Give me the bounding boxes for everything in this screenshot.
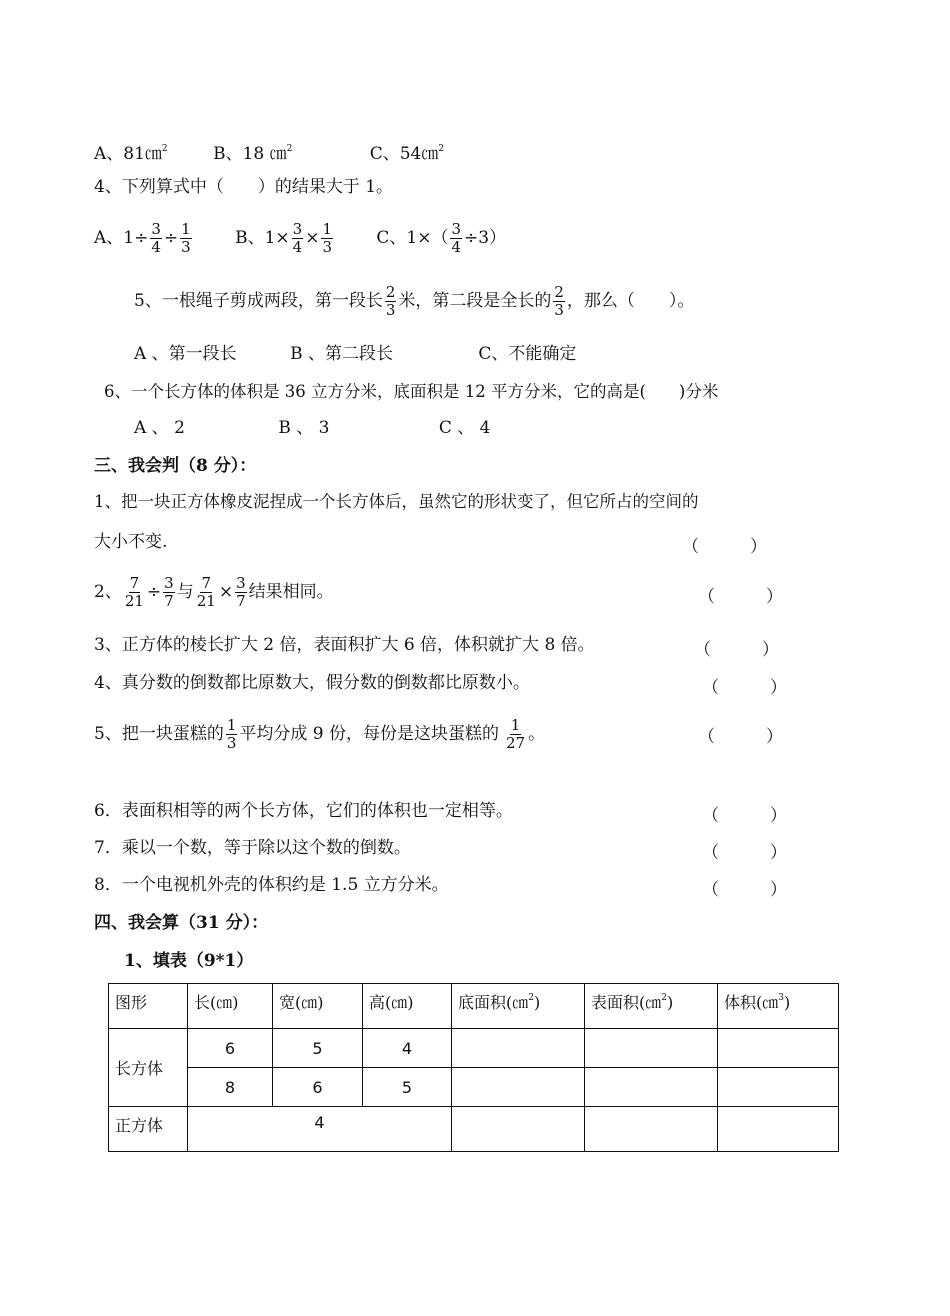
- fraction: $\frac{3}{4}$: [451, 220, 462, 256]
- header-surface-area: 表面积(㎝$^2$): [585, 984, 718, 1029]
- cell-surface-area-answer[interactable]: [585, 1029, 718, 1068]
- fraction: $\frac{1}{3}$: [322, 220, 332, 256]
- judge-3: 3、正方体的棱长扩大 2 倍，表面积扩大 6 倍，体积就扩大 8 倍。: [94, 635, 595, 655]
- judge-8: 8．一个电视机外壳的体积约是 1.5 立方分米。: [94, 875, 449, 895]
- q5-option-a: A 、第一段长: [134, 344, 237, 364]
- header-width: 宽(㎝): [273, 984, 363, 1029]
- q4-option-c: C、1×（ $\frac{3}{4}$ ÷3）: [376, 220, 507, 256]
- fraction: $\frac{2}{3}$: [385, 283, 396, 319]
- q4-options: [94, 218, 506, 258]
- fraction: $\frac{3}{4}$: [151, 220, 161, 256]
- fraction: $\frac{3}{7}$: [164, 574, 174, 610]
- cell-volume-answer[interactable]: [718, 1068, 839, 1107]
- section4-sub1: 1、填表（9*1）: [124, 951, 254, 971]
- fraction: $\frac{3}{4}$: [292, 220, 303, 256]
- judge-1-line2: 大小不变.: [94, 532, 168, 552]
- q4-stem: 4、下列算式中（ ）的结果大于 1。: [94, 177, 394, 197]
- table-row: [109, 1068, 839, 1107]
- q6-options: [134, 418, 490, 438]
- q5-option-c: C、不能确定: [478, 344, 577, 364]
- q4-option-b: B、1× $\frac{3}{4}$ × $\frac{1}{3}$: [235, 220, 332, 256]
- q3-option-c: C、54㎝$^2$: [369, 144, 445, 164]
- cell-base-area-answer[interactable]: [452, 1029, 585, 1068]
- fraction: $\frac{3}{7}$: [236, 574, 246, 610]
- table-row: [109, 1029, 839, 1068]
- judge-1-answer[interactable]: （ ）: [682, 537, 767, 557]
- cuboid-label: 长方体: [109, 1029, 188, 1107]
- cell-width: 5: [273, 1029, 363, 1068]
- judge-3-answer[interactable]: （ ）: [694, 640, 779, 660]
- judge-7: 7．乘以一个数，等于除以这个数的倒数。: [94, 838, 411, 858]
- judge-2-answer[interactable]: （ ）: [698, 587, 783, 607]
- judge-6: 6．表面积相等的两个长方体，它们的体积也一定相等。: [94, 801, 513, 821]
- fraction: $\frac{7}{21}$: [196, 574, 216, 610]
- table-header-row: [109, 984, 839, 1029]
- q6-option-c: C 、 4: [438, 418, 491, 438]
- q6-option-b: B 、 3: [278, 418, 330, 438]
- header-base-area: 底面积(㎝$^2$): [452, 984, 585, 1029]
- cell-volume-answer[interactable]: [718, 1029, 839, 1068]
- header-height: 高(㎝): [363, 984, 452, 1029]
- q4-option-a: A、1÷ $\frac{3}{4}$ ÷ $\frac{1}{3}$: [94, 220, 191, 256]
- cell-height: 4: [363, 1029, 452, 1068]
- cell-cube-edge: 4: [188, 1107, 452, 1152]
- fill-table: [108, 983, 839, 1152]
- judge-5-answer[interactable]: （ ）: [698, 727, 783, 747]
- cell-length: 6: [188, 1029, 273, 1068]
- judge-2: 2、 $\frac{7}{21}$ ÷ $\frac{3}{7}$ 与 $\frac{7}{21}$ × $\frac{3}{7}$ 结果相同。: [94, 574, 334, 610]
- section4-title: 四、我会算（31 分）：: [94, 913, 269, 933]
- judge-5: 5、把一块蛋糕的 $\frac{1}{3}$ 平均分成 9 份，每份是这块蛋糕的 $\frac{1}{27}$ 。: [94, 716, 546, 752]
- fraction: $\frac{1}{27}$: [506, 716, 526, 752]
- header-shape: 图形: [109, 984, 188, 1029]
- q3-option-b: B、18 ㎝$^2$: [213, 144, 293, 164]
- q5-stem: 5、一根绳子剪成两段，第一段长 $\frac{2}{3}$ 米，第二段是全长的 $\frac{2}{3}$ ，那么（ ）。: [134, 283, 695, 319]
- q5-option-b: B 、第二段长: [290, 344, 393, 364]
- cell-width: 6: [273, 1068, 363, 1107]
- q5-options: [134, 344, 576, 364]
- cell-surface-area-answer[interactable]: [585, 1107, 718, 1152]
- q3-options: [94, 139, 444, 164]
- judge-8-answer[interactable]: （ ）: [702, 880, 787, 900]
- q6-stem: 6、一个长方体的体积是 36 立方分米，底面积是 12 平方分米，它的高是( )分米: [104, 382, 719, 401]
- cell-surface-area-answer[interactable]: [585, 1068, 718, 1107]
- cell-height: 5: [363, 1068, 452, 1107]
- fraction: $\frac{1}{3}$: [181, 220, 191, 256]
- cell-length: 8: [188, 1068, 273, 1107]
- fraction: $\frac{1}{3}$: [226, 716, 237, 752]
- header-volume: 体积(㎝$^3$): [718, 984, 839, 1029]
- judge-4: 4、真分数的倒数都比原数大，假分数的倒数都比原数小。: [94, 673, 530, 693]
- section3-title: 三、我会判（8 分）：: [94, 456, 257, 476]
- q6-option-a: A 、 2: [134, 418, 185, 438]
- judge-7-answer[interactable]: （ ）: [702, 843, 787, 863]
- judge-1-line1: 1、把一块正方体橡皮泥捏成一个长方体后，虽然它的形状变了，但它所占的空间的: [94, 492, 699, 511]
- cell-volume-answer[interactable]: [718, 1107, 839, 1152]
- cell-base-area-answer[interactable]: [452, 1107, 585, 1152]
- cell-base-area-answer[interactable]: [452, 1068, 585, 1107]
- q3-option-a: A、81㎝$^2$: [94, 144, 168, 164]
- judge-4-answer[interactable]: （ ）: [702, 678, 787, 698]
- cube-label: 正方体: [109, 1107, 188, 1152]
- judge-6-answer[interactable]: （ ）: [702, 806, 787, 826]
- fraction: $\frac{7}{21}$: [124, 574, 144, 610]
- table-row: [109, 1107, 839, 1152]
- fraction: $\frac{2}{3}$: [554, 283, 564, 319]
- header-length: 长(㎝): [188, 984, 273, 1029]
